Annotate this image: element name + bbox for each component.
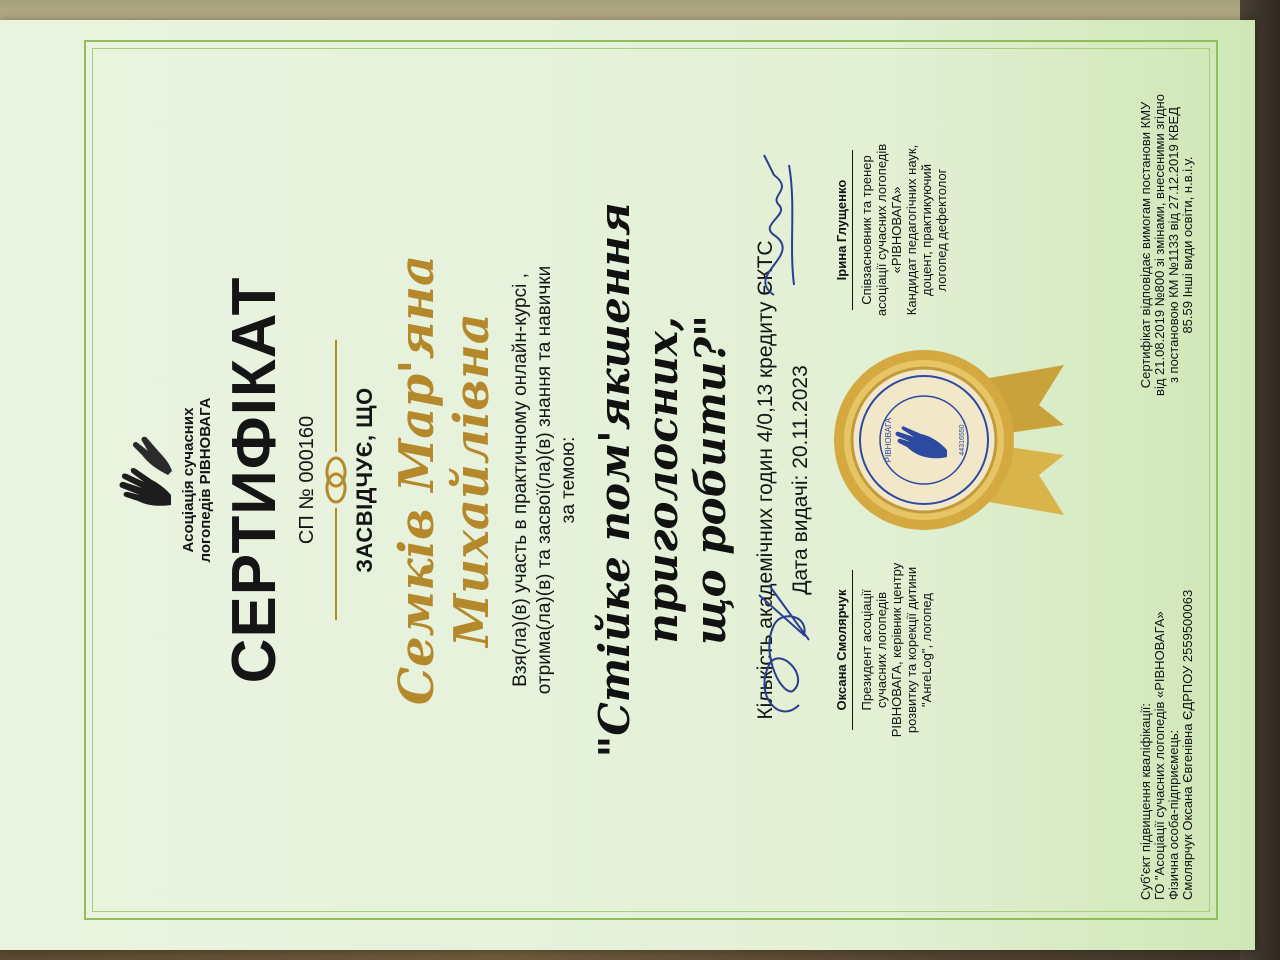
seal-center-text: РІВНОВАГА <box>884 417 893 463</box>
signatory-left-role-line-4: розвитку та корекції дитини <box>904 566 919 734</box>
organization-seal <box>829 345 1069 535</box>
signatory-right-role-line-6: логопед дефектолог <box>934 168 949 292</box>
signatory-right-role-line-5: доцент, практикуючий <box>919 164 934 296</box>
organization-name <box>180 40 214 920</box>
signatory-right-role-line-1: Співзасновник та тренер <box>859 155 874 305</box>
signature-left-icon <box>739 565 829 735</box>
signatory-right-name: Ірина Глущенко <box>834 179 849 281</box>
signature-line-left <box>852 570 853 730</box>
footer-right-line-1: Сертифікат відповідає вимогам постанови КМУ <box>1138 101 1153 389</box>
signatory-left-role-line-1: Президент асоціації <box>859 589 874 711</box>
certificate-number: СП № 000160 <box>296 415 318 545</box>
signatory-left-role <box>859 550 934 750</box>
course-description-line-2: отрима(ла)(в) та засвої(ла)(в) знання та навички <box>534 265 555 695</box>
certificate-title: СЕРТИФІКАТ <box>220 276 289 684</box>
footer-legal-info <box>1139 40 1195 450</box>
course-description <box>509 40 581 920</box>
recipient-name-line-2: Михайлівна <box>444 313 500 647</box>
hand-logo-icon <box>116 425 176 535</box>
gold-ornament-divider <box>324 340 348 620</box>
issue-date: Дата видачі: 20.11.2023 <box>789 365 812 595</box>
recipient-name-line-1: Семків Мар'яна <box>389 254 445 706</box>
signatory-right <box>834 130 949 330</box>
course-description-line-1: Взя(ла)(в) участь в практичному онлайн-курсі , <box>510 273 531 687</box>
academic-hours: Кількість академічних годин 4/0,13 кредиту ЄКТС <box>754 240 777 720</box>
course-topic-line-3: що робити?" <box>686 315 735 645</box>
signatory-left-role-line-2: сучасних логопедів <box>874 591 889 709</box>
course-description-line-3: за темою: <box>558 436 579 524</box>
signatory-left <box>834 550 934 750</box>
footer-left-line-2: ГО "Асоціації сучасних логопедів «РІВНОВАГА» <box>1152 611 1167 900</box>
organization-line-2: логопедів РІВНОВАГА <box>197 397 214 563</box>
signatory-right-role-line-3: «РІВНОВАГА» <box>889 186 904 274</box>
footer-left-line-4: Смолярчук Оксана Євгенівна ЄДРПОУ 2559500063 <box>1180 589 1195 900</box>
signatory-left-role-line-5: "АнгеLog", логопед <box>919 593 934 707</box>
signatory-left-name: Оксана Смолярчук <box>834 589 849 711</box>
organization-line-1: Асоціація сучасних <box>180 407 197 553</box>
certify-statement: ЗАСВІДЧУЄ, ЩО <box>352 387 377 573</box>
footer-right-line-2: від 21.08.2019 №800 зі змінами, внесеними згідно <box>1152 94 1167 396</box>
footer-provider-info <box>1139 480 1195 900</box>
course-topic-line-1: "Стійке пом'якшення <box>590 202 639 758</box>
footer-left-line-3: Фізична особа-підприємець: <box>1166 729 1181 900</box>
signatory-right-role <box>859 130 949 330</box>
footer-right-line-3: з постановою КМ №1133 від 27.12.2019 КВЕД <box>1166 106 1181 384</box>
signatory-right-role-line-2: асоціації сучасних логопедів <box>874 143 889 317</box>
certificate-content <box>84 40 1218 920</box>
signatory-left-role-line-3: РІВНОВАГА, керівник центру <box>889 562 904 738</box>
footer-right-line-4: 85.59 Інші види освіти, н.в.і.у. <box>1180 156 1195 334</box>
course-topic-line-2: приголосних, <box>638 316 687 644</box>
footer-left-line-1: Суб'єкт підвищення кваліфікації: <box>1138 703 1153 900</box>
signatory-right-role-line-4: Кандидат педагогічних наук, <box>904 144 919 316</box>
seal-code: 44316550 <box>959 424 966 456</box>
signature-right-icon <box>734 145 824 315</box>
signature-line-right <box>852 150 853 310</box>
